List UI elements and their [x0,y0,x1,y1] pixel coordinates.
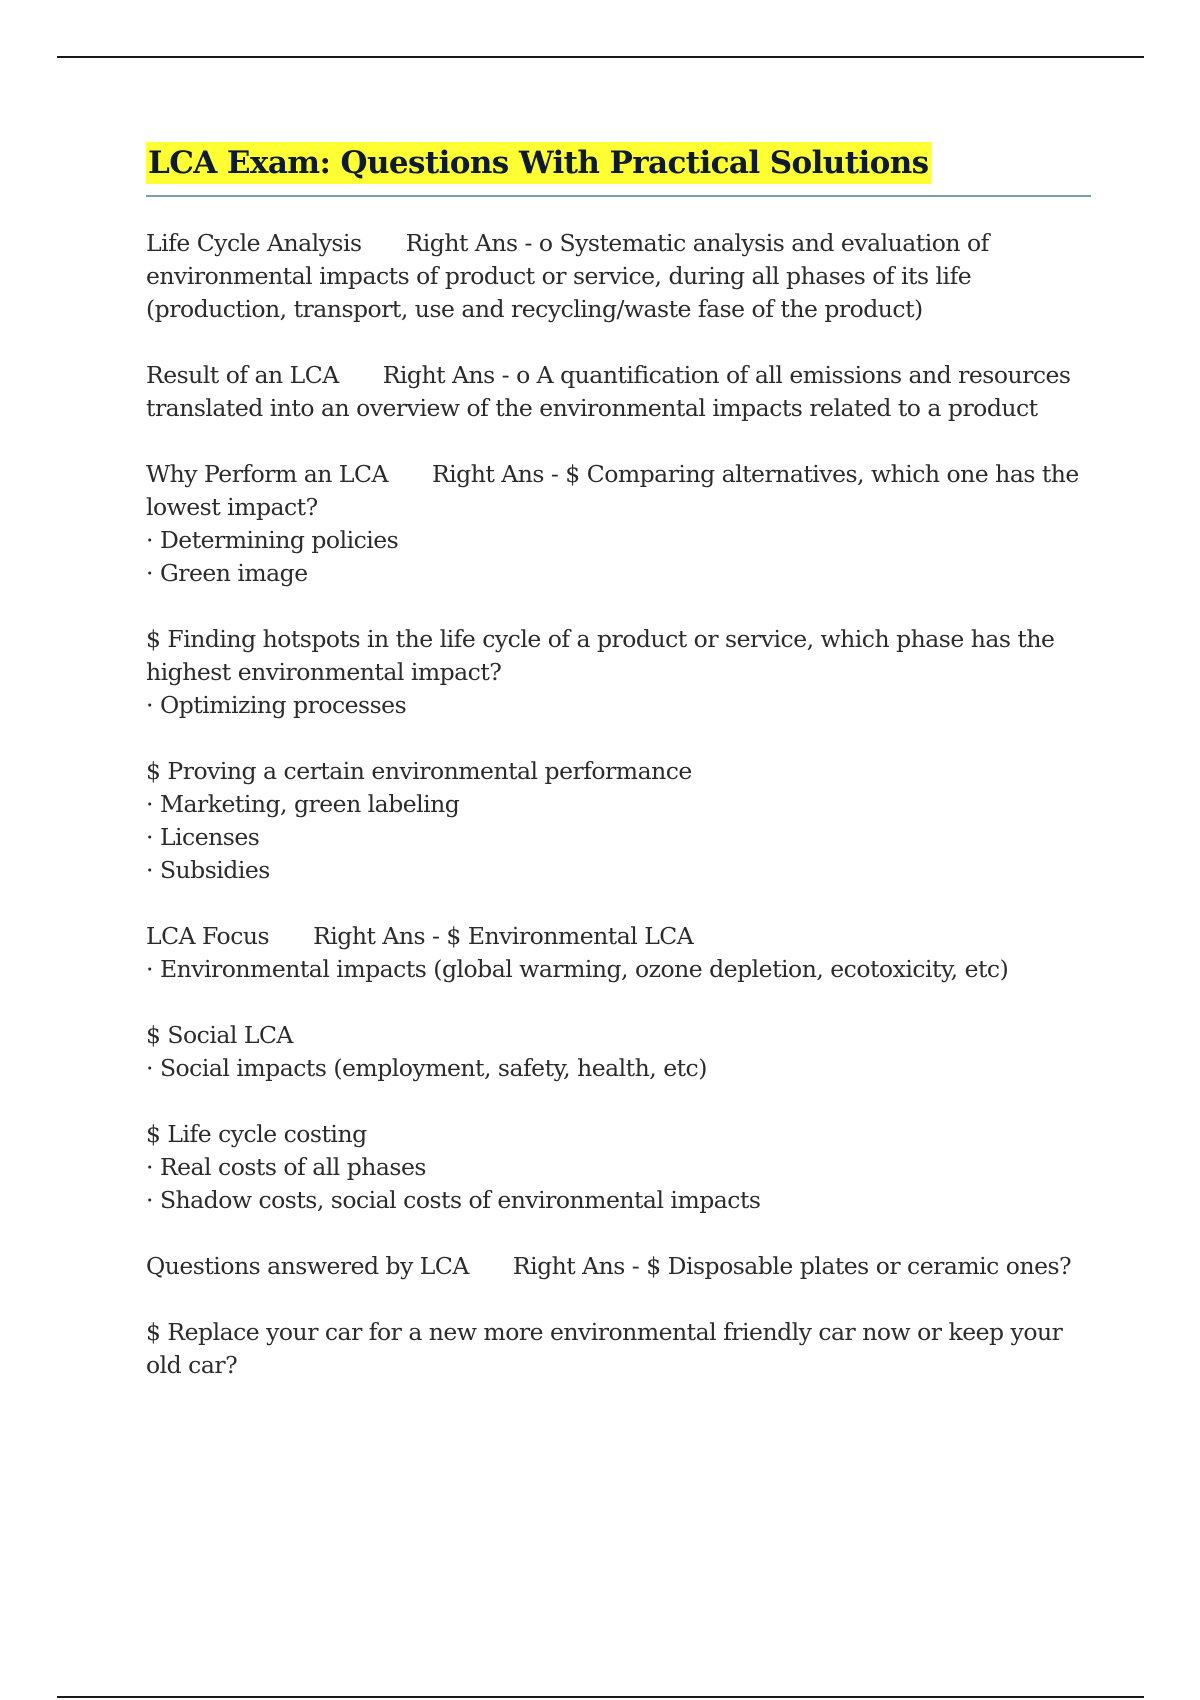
qa-answer: Right Ans - o Systematic analysis and evaluation of environmental impacts of product or service, during all phases of its life (production, transport, use and recycling/waste fase of the product) [146,229,989,323]
qa-paragraph [146,458,1091,590]
document-body [146,227,1091,1382]
bullet-line: · Real costs of all phases [146,1153,426,1181]
answer-paragraph [146,755,1091,887]
bullet-line: · Shadow costs, social costs of environmental impacts [146,1186,761,1214]
answer-paragraph [146,1118,1091,1217]
bullet-line: · Optimizing processes [146,691,407,719]
document-title: LCA Exam: Questions With Practical Solutions [146,142,931,184]
qa-paragraph [146,920,1091,986]
qa-answer: Right Ans - $ Environmental LCA [313,922,694,950]
bullet-line: · Determining policies [146,526,399,554]
qa-term: Questions answered by LCA [146,1252,469,1280]
qa-answer: Right Ans - $ Comparing alternatives, which one has the lowest impact? [146,460,1079,521]
bullet-line: · Green image [146,559,308,587]
answer-paragraph [146,1316,1091,1382]
answer-text: $ Finding hotspots in the life cycle of a product or service, which phase has the highest environmental impact? [146,625,1055,686]
bullet-line: · Licenses [146,823,260,851]
bottom-rule [57,1696,1144,1698]
top-rule [57,56,1144,58]
bullet-line: · Social impacts (employment, safety, health, etc) [146,1054,707,1082]
qa-term: Why Perform an LCA [146,460,388,488]
title-block [146,142,1091,197]
qa-paragraph [146,359,1091,425]
qa-answer: Right Ans - $ Disposable plates or ceramic ones? [512,1252,1072,1280]
qa-answer: Right Ans - o A quantification of all emissions and resources translated into an overview of the environmental impacts related to a product [146,361,1071,422]
qa-paragraph [146,1250,1091,1283]
answer-paragraph [146,1019,1091,1085]
bullet-line: · Environmental impacts (global warming, ozone depletion, ecotoxicity, etc) [146,955,1009,983]
answer-text: $ Replace your car for a new more environmental friendly car now or keep your old car? [146,1318,1063,1379]
qa-term: LCA Focus [146,922,270,950]
bullet-line: · Marketing, green labeling [146,790,460,818]
document-page [146,142,1091,1415]
answer-text: $ Life cycle costing [146,1120,367,1148]
qa-term: Life Cycle Analysis [146,229,362,257]
answer-paragraph [146,623,1091,722]
bullet-line: · Subsidies [146,856,270,884]
answer-text: $ Social LCA [146,1021,293,1049]
qa-term: Result of an LCA [146,361,339,389]
qa-paragraph [146,227,1091,326]
answer-text: $ Proving a certain environmental performance [146,757,692,785]
